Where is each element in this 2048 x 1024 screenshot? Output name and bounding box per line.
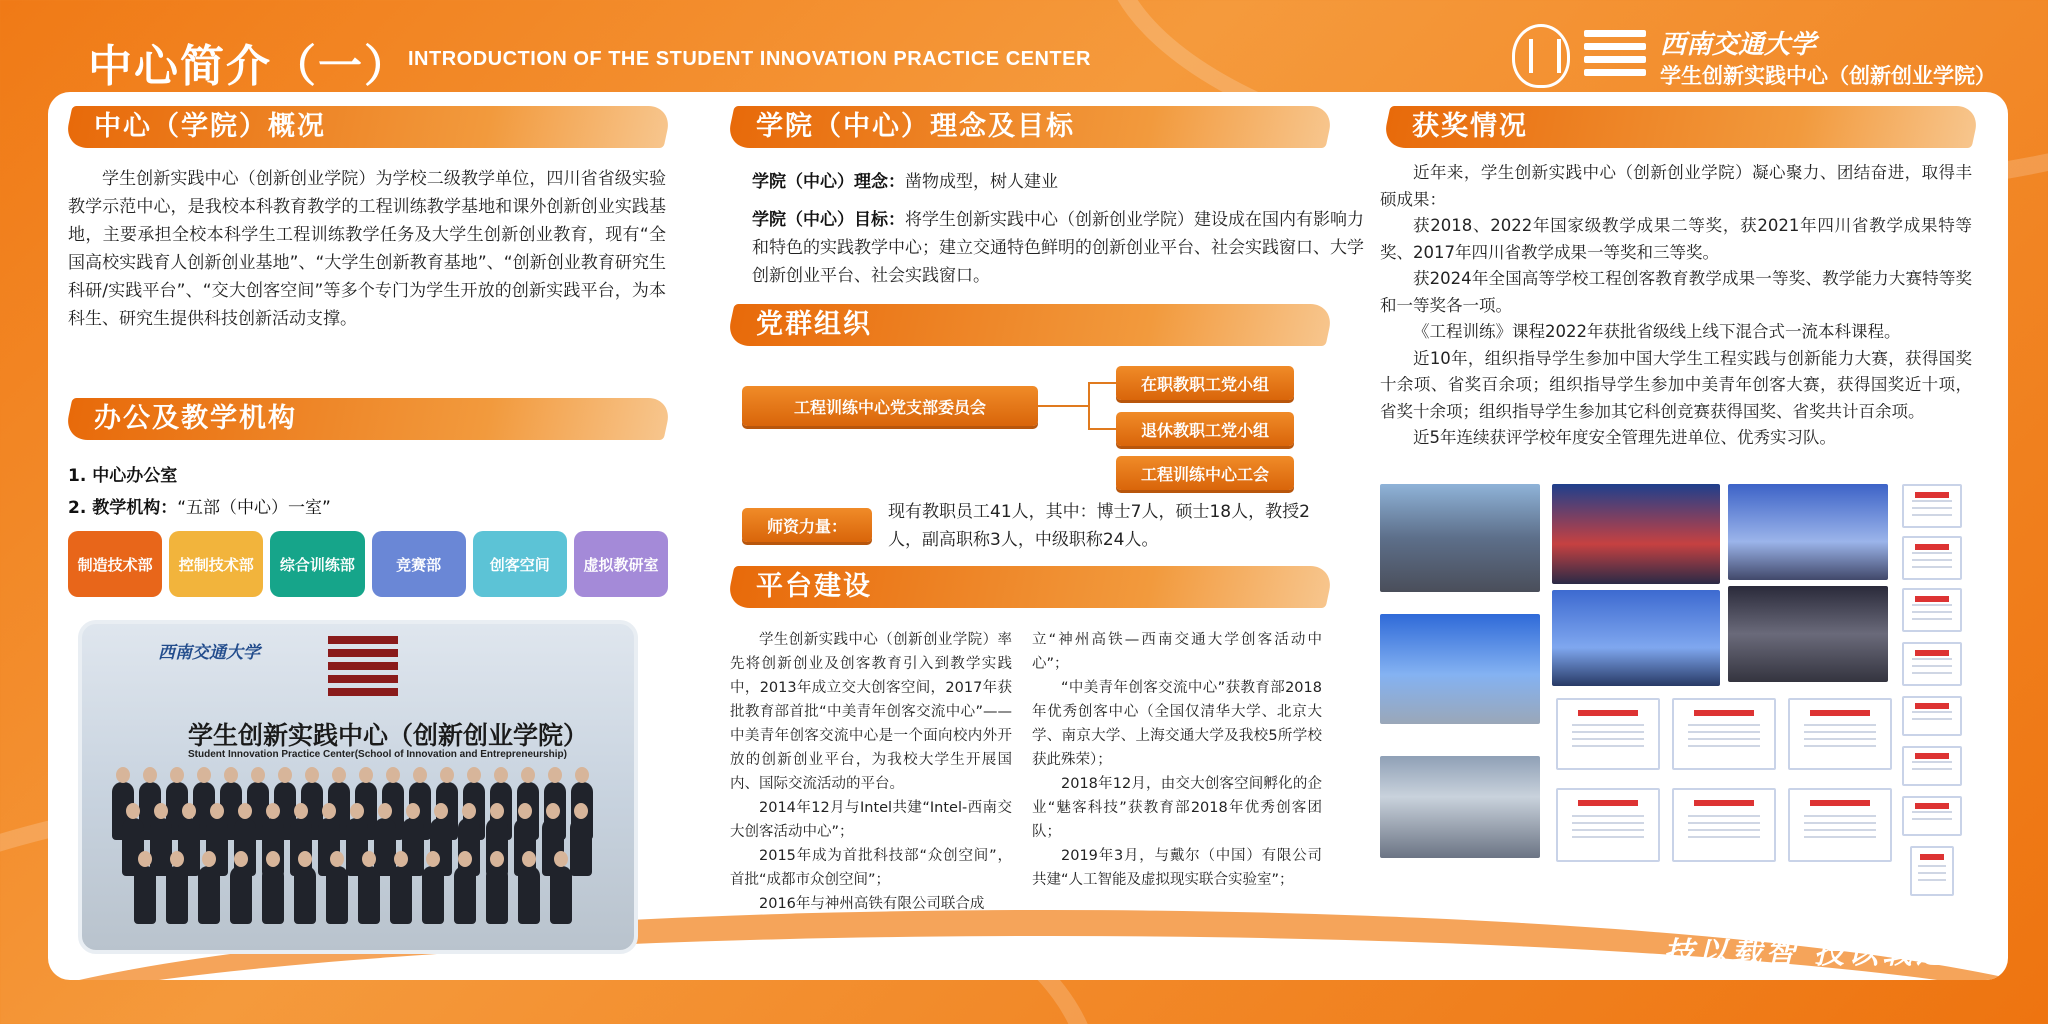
- slogan: 技以载智 技以载道: [1663, 936, 1950, 971]
- university-seal-icon: [1512, 24, 1570, 88]
- awards-gallery: [1380, 484, 1980, 914]
- award-photo: [1380, 484, 1540, 592]
- certificate-image: [1672, 788, 1776, 862]
- office-item-2: 2. 教学机构：“五部（中心）一室”: [68, 498, 331, 518]
- page-subtitle: INTRODUCTION OF THE STUDENT INNOVATION PRACTICE CENTER: [408, 48, 1091, 70]
- award-photo: [1380, 614, 1540, 724]
- team-member: [358, 866, 380, 924]
- certificate-image: [1902, 536, 1962, 580]
- team-member: [198, 866, 220, 924]
- certificate-image: [1910, 846, 1954, 896]
- university-name: 西南交通大学: [1660, 30, 1817, 60]
- team-member: [166, 866, 188, 924]
- certificate-image: [1902, 796, 1962, 836]
- team-member: [390, 866, 412, 924]
- award-photo: [1552, 484, 1720, 584]
- team-photo: [78, 620, 638, 954]
- award-photo: [1380, 756, 1540, 858]
- award-photo: [1728, 484, 1888, 580]
- logo-area: [1512, 22, 2012, 92]
- certificate-image: [1788, 698, 1892, 770]
- goal-line: 学院（中心）目标：将学生创新实践中心（创新创业学院）建设成在国内有影响力和特色的实践教学中心；建立交通特色鲜明的创新创业平台、社会实践窗口、大学创新创业平台、社会实践窗口。: [752, 210, 1364, 286]
- photo-wall-title: 学生创新实践中心（创新创业学院）: [188, 721, 589, 750]
- org-connector: [1038, 405, 1088, 407]
- team-member: [454, 866, 476, 924]
- center-name: 学生创新实践中心（创新创业学院）: [1660, 64, 1996, 88]
- award-photo: [1552, 590, 1720, 686]
- dept-manufacturing: 制造技术部: [68, 531, 162, 597]
- certificate-image: [1788, 788, 1892, 862]
- faculty-text: 现有教职员工41人，其中：博士7人，硕士18人，教授2人，副高职称3人，中级职称24人。: [888, 502, 1310, 550]
- dept-competition: 竞赛部: [372, 531, 466, 597]
- org-connector: [1088, 428, 1116, 430]
- team-member: [550, 866, 572, 924]
- header-bar: [0, 0, 2048, 100]
- photo-wall-subtitle: Student Innovation Practice Center(School of Innovation and Entrepreneurship): [188, 749, 567, 760]
- team-member: [422, 866, 444, 924]
- dept-control: 控制技术部: [169, 531, 263, 597]
- photo-logo-icon: [328, 636, 398, 700]
- office-item-1: 1. 中心办公室: [68, 466, 178, 486]
- certificate-image: [1902, 588, 1962, 632]
- team-member: [326, 866, 348, 924]
- award-photo: [1728, 586, 1888, 682]
- section-header-philosophy: 学院（中心）理念及目标: [726, 106, 1335, 148]
- team-member: [518, 866, 540, 924]
- team-member: [570, 818, 592, 876]
- platform-col-2: 立“神州高铁—西南交通大学创客活动中心”； “中美青年创客交流中心”获教育部2018年优秀创客中心（全国仅清华大学、北京大学、南京大学、上海交通大学及我校5所学校获此殊荣）； 2018年12月，由交大创客空间孵化的企业“魅客科技”获教育部2018年优秀创客团队； 2019年3月，与戴尔（中国）有限公司共建“人工智能及虚拟现实联合实验室”；: [1032, 632, 1322, 888]
- certificate-image: [1902, 484, 1962, 528]
- certificate-image: [1902, 696, 1962, 736]
- awards-text: 近年来，学生创新实践中心（创新创业学院）凝心聚力、团结奋进，取得丰硕成果： 获2018、2022年国家级教学成果二等奖，获2021年四川省教学成果特等奖、2017年四川省教学成果一等奖和三等奖。 获2024年全国高等学校工程创客教育教学成果一等奖、教学能力大赛特等奖和一等奖各一项。 《工程训练》课程2022年获批省级线上线下混合式一流本科课程。 近10年，组织指导学生参加中国大学生工程实践与创新能力大赛，获得国奖十余项、省奖百余项；组织指导学生参加中美青年创客大赛，获得国奖近十项，省奖十余项；组织指导学生参加其它科创竞赛获得国奖、省奖共计百余项。 近5年连续获评学校年度安全管理先进单位、优秀实习队。: [1380, 163, 1972, 447]
- team-group: [94, 774, 614, 944]
- certificate-image: [1902, 642, 1962, 686]
- org-connector: [1088, 382, 1090, 428]
- center-mark-icon: [1584, 30, 1646, 86]
- section-header-party: 党群组织: [726, 304, 1335, 346]
- section-header-overview: 中心（学院）概况: [64, 106, 673, 148]
- org-connector: [1088, 382, 1116, 384]
- certificate-image: [1902, 746, 1962, 786]
- org-branch-retired: 退休教职工党小组: [1116, 412, 1294, 446]
- team-member: [134, 866, 156, 924]
- department-row: [68, 531, 668, 597]
- certificate-image: [1556, 788, 1660, 862]
- section-header-platform: 平台建设: [726, 566, 1335, 608]
- photo-university-name: 西南交通大学: [158, 643, 260, 663]
- dept-training: 综合训练部: [270, 531, 364, 597]
- team-member: [294, 866, 316, 924]
- concept-line: 学院（中心）理念：凿物成型，树人建业: [752, 172, 1058, 192]
- section-header-awards: 获奖情况: [1382, 106, 1981, 148]
- team-member: [262, 866, 284, 924]
- org-main-committee: 工程训练中心党支部委员会: [742, 386, 1038, 426]
- team-member: [230, 866, 252, 924]
- faculty-label: 师资力量：: [742, 508, 872, 542]
- team-member: [486, 866, 508, 924]
- org-branch-union: 工程训练中心工会: [1116, 456, 1294, 490]
- certificate-image: [1556, 698, 1660, 770]
- dept-virtual-lab: 虚拟教研室: [574, 531, 668, 597]
- dept-maker-space: 创客空间: [473, 531, 567, 597]
- platform-col-1: 学生创新实践中心（创新创业学院）率先将创新创业及创客教育引入到教学实践中，2013年成立交大创客空间，2017年获批教育部首批“中美青年创客交流中心”——中美青年创客交流中心是一个面向校内外开放的创新创业平台，为我校大学生开展国内、国际交流活动的平台。 2014年12月与Intel共建“Intel-西南交大创客活动中心”； 2015年成为首批科技部“众创空间”，首批“成都市众创空间”； 2016年与神州高铁有限公司联合成: [730, 632, 1012, 912]
- overview-text: 学生创新实践中心（创新创业学院）为学校二级教学单位，四川省省级实验教学示范中心，是我校本科教育教学的工程训练教学基地和课外创新创业实践基地，主要承担全校本科学生工程训练教学任务及大学生创新创业教育，现有“全国高校实践育人创新创业基地”、“大学生创新教育基地”、“创新创业教育研究生科研/实践平台”、“交大创客空间”等多个专门为学生开放的创新实践平台，为本科生、研究生提供科技创新活动支撑。: [68, 169, 666, 329]
- certificate-image: [1672, 698, 1776, 770]
- page-title: 中心简介（一）: [88, 41, 410, 92]
- section-header-offices: 办公及教学机构: [64, 398, 673, 440]
- org-branch-active: 在职教职工党小组: [1116, 366, 1294, 400]
